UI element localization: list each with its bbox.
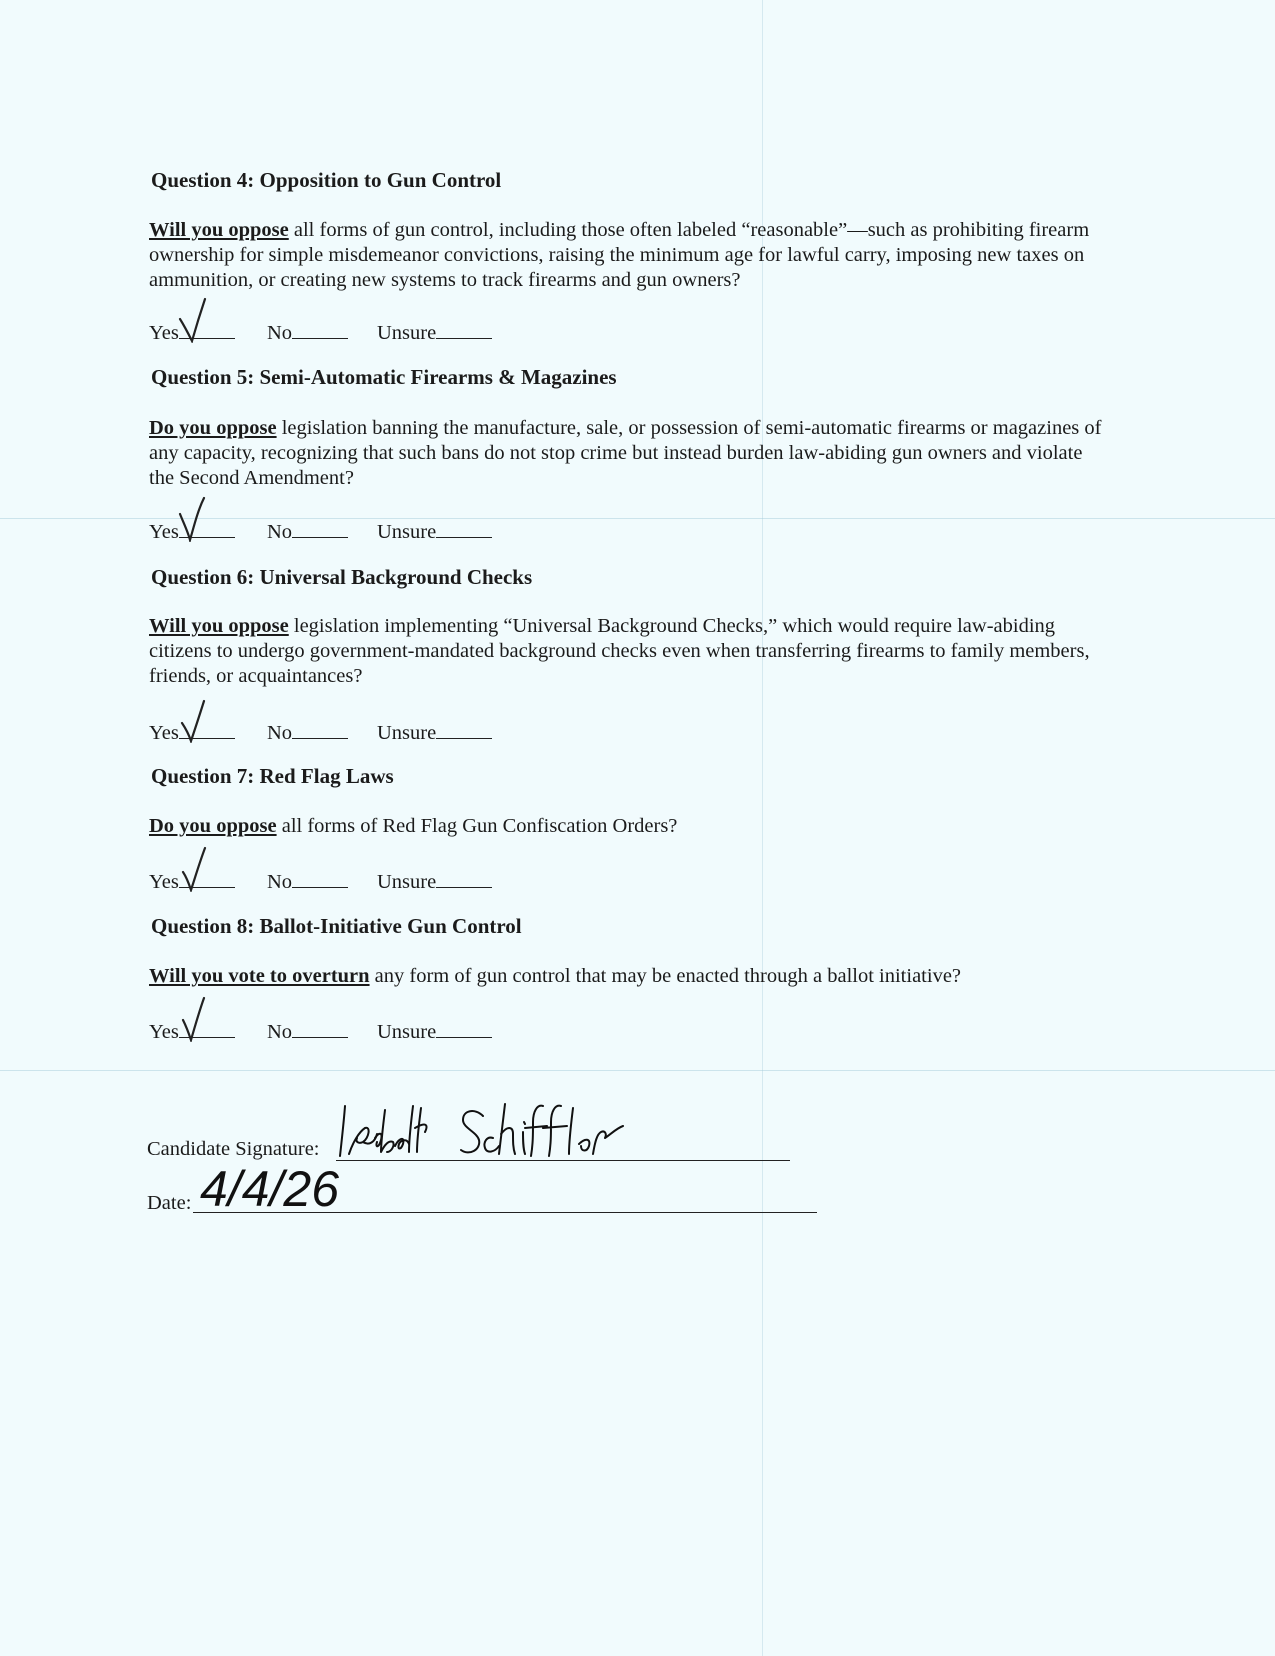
question-5-body: legislation banning the manufacture, sale, or possession of semi-automatic firearms or magazines of any capacity, recognizing that such bans do not stop crime but instead burden law-abiding gun owners and violate the Second Amendment? xyxy=(149,417,1102,489)
yes-label: Yes xyxy=(149,722,179,744)
yes-label: Yes xyxy=(149,1021,179,1043)
signature-label: Candidate Signature: xyxy=(147,1138,320,1160)
no-label: No xyxy=(267,322,293,344)
yes-label: Yes xyxy=(149,322,179,344)
question-8-text xyxy=(149,964,1109,989)
question-6-text xyxy=(149,614,1109,689)
question-8-checkmark-icon xyxy=(177,996,213,1042)
date-label: Date: xyxy=(147,1192,192,1214)
question-7-checkmark-icon xyxy=(177,846,213,892)
unsure-blank[interactable] xyxy=(436,320,492,339)
question-7-unsure-option[interactable] xyxy=(377,869,492,894)
question-6-answers xyxy=(149,695,649,745)
question-8-no-option[interactable] xyxy=(267,1019,348,1044)
question-8-lead: Will you vote to overturn xyxy=(149,965,370,987)
question-6-body: legislation implementing “Universal Background Checks,” which would require law-abiding citizens to undergo government-mandated background checks even when transferring firearms to family members, friends, or acquaintances? xyxy=(149,615,1090,687)
question-5-lead: Do you oppose xyxy=(149,417,277,439)
question-5-checkmark-icon xyxy=(177,496,213,542)
unsure-label: Unsure xyxy=(377,722,437,744)
no-label: No xyxy=(267,1021,293,1043)
no-blank[interactable] xyxy=(292,720,348,739)
no-label: No xyxy=(267,722,293,744)
question-6-no-option[interactable] xyxy=(267,720,348,745)
question-8-title: Question 8: Ballot-Initiative Gun Control xyxy=(151,914,522,938)
no-label: No xyxy=(267,521,293,543)
question-4-lead: Will you oppose xyxy=(149,219,289,241)
unsure-label: Unsure xyxy=(377,1021,437,1043)
question-4-unsure-option[interactable] xyxy=(377,320,492,345)
candidate-signature-handwritten xyxy=(335,1098,625,1169)
question-7-no-option[interactable] xyxy=(267,869,348,894)
question-5-answers xyxy=(149,494,649,544)
question-8-answers xyxy=(149,994,649,1044)
question-5-no-option[interactable] xyxy=(267,519,348,544)
question-6-lead: Will you oppose xyxy=(149,615,289,637)
unsure-blank[interactable] xyxy=(436,720,492,739)
unsure-blank[interactable] xyxy=(436,1019,492,1038)
question-7-title: Question 7: Red Flag Laws xyxy=(151,764,394,788)
question-8-body: any form of gun control that may be enacted through a ballot initiative? xyxy=(369,965,962,987)
yes-label: Yes xyxy=(149,521,179,543)
question-7-answers xyxy=(149,844,649,894)
yes-label: Yes xyxy=(149,871,179,893)
question-6-unsure-option[interactable] xyxy=(377,720,492,745)
question-7-body: all forms of Red Flag Gun Confiscation Orders? xyxy=(276,815,678,837)
question-6-title: Question 6: Universal Background Checks xyxy=(151,565,533,589)
question-4-body: all forms of gun control, including those often labeled “reasonable”—such as prohibiting firearm ownership for simple misdemeanor convictions, raising the minimum age for lawful carry, imposing new taxes on ammunition, or creating new systems to track firearms and gun owners? xyxy=(149,219,1090,291)
question-4-text xyxy=(149,218,1109,293)
question-7-lead: Do you oppose xyxy=(149,815,277,837)
question-5-title: Question 5: Semi-Automatic Firearms & Magazines xyxy=(151,365,617,389)
unsure-blank[interactable] xyxy=(436,869,492,888)
unsure-blank[interactable] xyxy=(436,519,492,538)
unsure-label: Unsure xyxy=(377,322,437,344)
no-blank[interactable] xyxy=(292,519,348,538)
date-value: 4/4/26 xyxy=(200,1161,340,1217)
question-8-unsure-option[interactable] xyxy=(377,1019,492,1044)
question-7-text xyxy=(149,814,1109,839)
unsure-label: Unsure xyxy=(377,521,437,543)
question-5-text xyxy=(149,416,1109,491)
unsure-label: Unsure xyxy=(377,871,437,893)
no-blank[interactable] xyxy=(292,1019,348,1038)
question-4-answers xyxy=(149,295,649,345)
no-label: No xyxy=(267,871,293,893)
question-4-no-option[interactable] xyxy=(267,320,348,345)
no-blank[interactable] xyxy=(292,320,348,339)
question-4-title: Question 4: Opposition to Gun Control xyxy=(151,168,502,192)
question-5-unsure-option[interactable] xyxy=(377,519,492,544)
question-6-checkmark-icon xyxy=(177,697,213,743)
question-4-checkmark-icon xyxy=(177,297,213,343)
no-blank[interactable] xyxy=(292,869,348,888)
date-value-handwritten xyxy=(200,1160,400,1240)
